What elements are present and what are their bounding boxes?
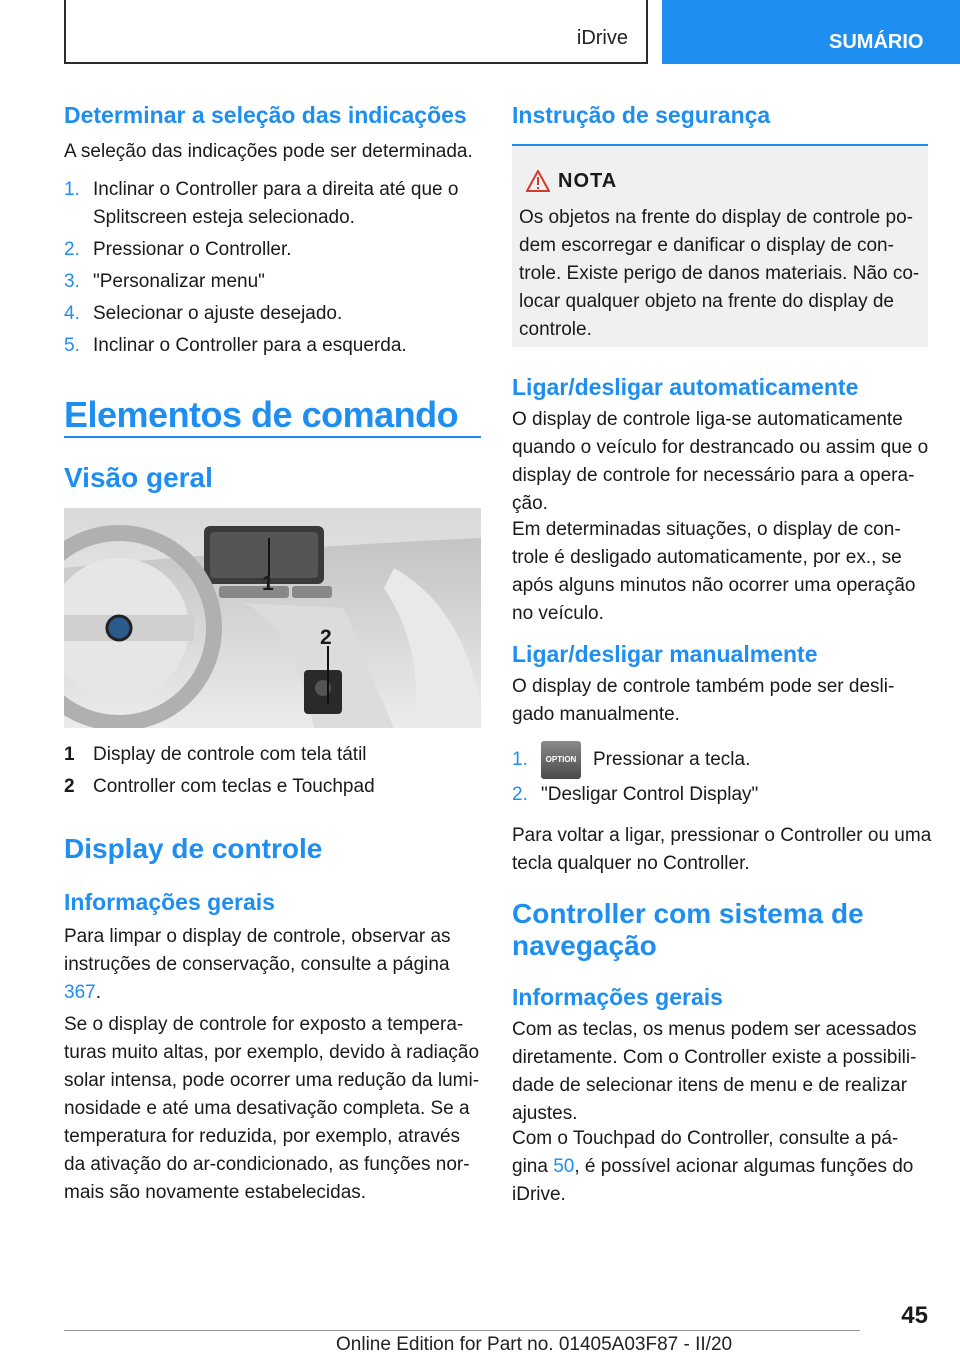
page-link-50[interactable]: 50 (553, 1156, 575, 1177)
header-section-box (64, 0, 648, 64)
step-number: 1. (64, 179, 80, 200)
toc-tab-button[interactable]: SUMÁRIO (662, 0, 960, 64)
text-line: Os objetos na frente do display de controle po- (519, 207, 913, 228)
note-box (512, 144, 928, 347)
nav-info-title: Informações gerais (512, 984, 723, 1010)
text-line: navegação (512, 930, 657, 961)
auto-section-title: Ligar/desligar automaticamente (512, 374, 859, 400)
text-line: trole. Existe perigo de danos materiais. Não co- (519, 263, 920, 284)
text-line: turas muito altas, por exemplo, devido à radiação (64, 1042, 480, 1063)
text-line: temperatura for reduzida, por exemplo, através (64, 1126, 461, 1147)
footer-rule (64, 1330, 860, 1331)
text-line: quando o veículo for destrancado ou assim que o (512, 437, 929, 458)
text-line: Com as teclas, os menus podem ser acessados (512, 1019, 917, 1040)
text-line: dem escorregar e danificar o display de con- (519, 235, 894, 256)
text-line: display de controle for necessário para a opera- (512, 465, 915, 486)
step-text: Pressionar a tecla. (593, 749, 751, 770)
step-text: Selecionar o ajuste desejado. (93, 303, 343, 324)
list-item (64, 300, 484, 328)
text-line: ção. (512, 493, 548, 514)
header-section-label: iDrive (576, 27, 628, 49)
section-intro: A seleção das indicações pode ser determinada. (64, 141, 473, 162)
step-number: 4. (64, 303, 80, 324)
step-text: Inclinar o Controller para a direita até que o (93, 179, 459, 200)
auto-paragraph-2 (512, 516, 932, 628)
text-line: no veículo. (512, 603, 604, 624)
text-line: controle. (519, 319, 592, 340)
legend-item (64, 773, 484, 801)
legend-number: 2 (64, 776, 75, 797)
legend-item (64, 741, 484, 769)
step-text: Inclinar o Controller para a esquerda. (93, 335, 407, 356)
list-item (512, 741, 932, 779)
manual-steps-list (512, 741, 932, 809)
manual-section-title: Ligar/desligar manualmente (512, 641, 818, 667)
text-line: Para voltar a ligar, pressionar o Controller ou uma (512, 825, 932, 846)
figure-callout-2: 2 (320, 626, 332, 649)
text-line: da ativação do ar-condicionado, as funções nor- (64, 1154, 470, 1175)
list-item (64, 176, 484, 232)
text-line: após alguns minutos não ocorrer uma operação (512, 575, 916, 596)
warning-triangle-icon (526, 170, 550, 197)
text-line: iDrive. (512, 1184, 566, 1205)
text-line: Para limpar o display de controle, observar as (64, 926, 451, 947)
footer-edition: Online Edition for Part no. 01405A03F87 - II/20 (336, 1334, 733, 1355)
indications-steps-list (64, 176, 484, 360)
step-number: 2. (512, 784, 528, 805)
text-line: trole é desligado automaticamente, por ex., se (512, 547, 902, 568)
note-text (519, 204, 924, 344)
step-text: "Personalizar menu" (93, 271, 265, 292)
nav-paragraph-2 (512, 1125, 932, 1209)
info-section-title: Informações gerais (64, 889, 275, 915)
list-item (64, 236, 484, 264)
cockpit-drawing (64, 508, 481, 728)
display-section-title: Display de controle (64, 833, 323, 864)
section-title-indications: Determinar a seleção das indicações (64, 102, 467, 128)
text-line: O display de controle liga-se automaticamente (512, 409, 903, 430)
safety-section-title: Instrução de segurança (512, 102, 771, 128)
option-key-icon: OPTION (541, 741, 581, 779)
text-line: mais são novamente estabelecidas. (64, 1182, 367, 1203)
page-number: 45 (901, 1302, 928, 1329)
text-line: instruções de conservação, consulte a página (64, 954, 450, 975)
chapter-title: Elementos de comando (64, 394, 459, 435)
auto-paragraph-1 (512, 406, 932, 518)
step-text: "Desligar Control Display" (541, 784, 759, 805)
text-line: ajustes. (512, 1103, 578, 1124)
manual-paragraph-1 (512, 673, 932, 729)
step-number: 2. (64, 239, 80, 260)
nav-paragraph-1 (512, 1016, 932, 1128)
text-line: 367. (64, 982, 101, 1003)
text-line: dade de selecionar itens de menu e de realizar (512, 1075, 908, 1096)
note-top-rule (512, 144, 928, 146)
text-line: nosidade e até uma desativação completa. Se a (64, 1098, 470, 1119)
text-line: Com o Touchpad do Controller, consulte a pá- (512, 1128, 899, 1149)
list-item (64, 268, 484, 296)
info-paragraph-2 (64, 1011, 484, 1207)
legend-text: Display de controle com tela tátil (93, 744, 367, 765)
manual-paragraph-2 (512, 822, 932, 878)
list-item (512, 781, 932, 809)
cockpit-illustration (64, 508, 481, 728)
info-paragraph-1 (64, 923, 484, 1007)
figure-callout-1: 1 (262, 572, 274, 595)
text-line: locar qualquer objeto na frente do display de (519, 291, 894, 312)
legend-number: 1 (64, 744, 75, 765)
text-line (512, 1153, 932, 1181)
text-line: gado manualmente. (512, 704, 680, 725)
nav-section-title (512, 898, 864, 962)
text-line: Em determinadas situações, o display de con- (512, 519, 901, 540)
step-number: 3. (64, 271, 80, 292)
step-text: Pressionar o Controller. (93, 239, 292, 260)
text-line: O display de controle também pode ser desli- (512, 676, 895, 697)
overview-title: Visão geral (64, 462, 213, 493)
text-fragment: , é possível acionar algumas funções do (574, 1156, 914, 1177)
list-item (64, 332, 484, 360)
text-line: Se o display de controle for exposto a tempera- (64, 1014, 464, 1035)
text-line: Controller com sistema de (512, 898, 864, 929)
figure-legend (64, 741, 484, 801)
note-label: NOTA (558, 170, 618, 192)
text-fragment: gina (512, 1156, 554, 1177)
legend-text: Controller com teclas e Touchpad (93, 776, 375, 797)
text-line: solar intensa, pode ocorrer uma redução da lumi- (64, 1070, 480, 1091)
step-text: Splitscreen esteja selecionado. (93, 207, 355, 228)
text-line: tecla qualquer no Controller. (512, 853, 750, 874)
text-line: diretamente. Com o Controller existe a possibili- (512, 1047, 917, 1068)
step-number: 5. (64, 335, 80, 356)
chapter-title-rule (64, 436, 481, 438)
step-number: 1. (512, 749, 528, 770)
page-link-367[interactable]: 367 (64, 982, 96, 1003)
